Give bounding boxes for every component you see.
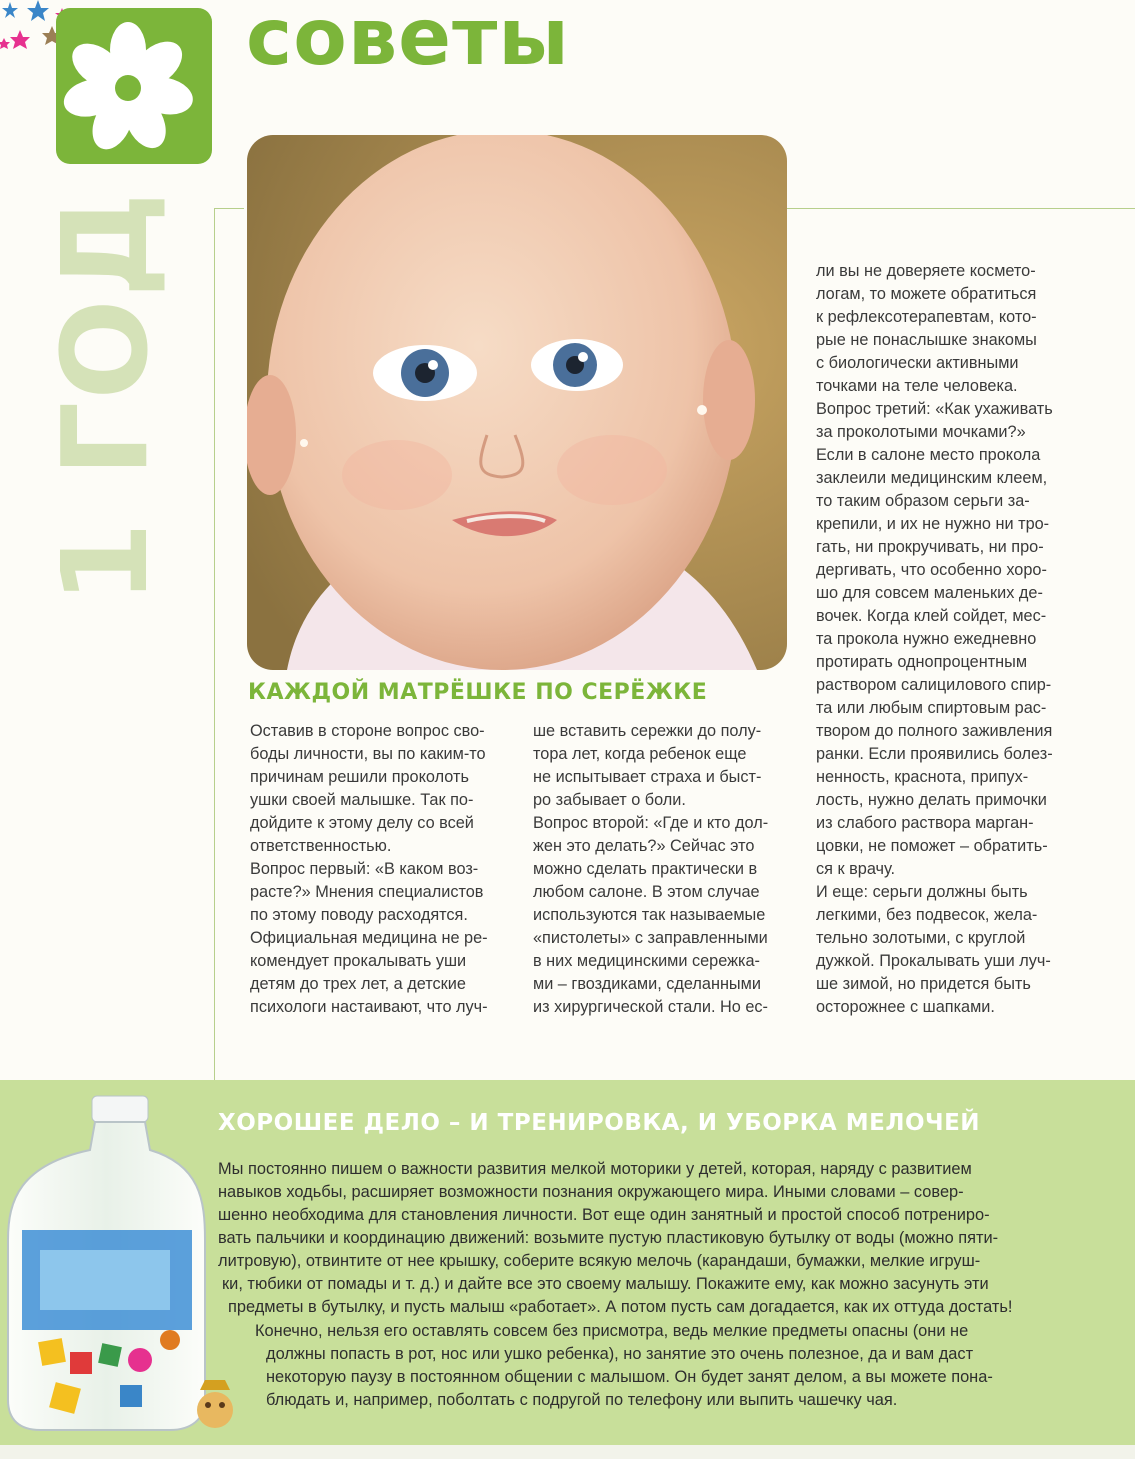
text-line: жен это делать?» Сейчас это <box>533 837 755 855</box>
text-line: из слабого раствора марган- <box>816 814 1034 832</box>
text-line: ки, тюбики от помады и т. д.) и дайте все это своему малышу. Покажите ему, как можно засунуть эти <box>222 1275 989 1293</box>
text-line: дужкой. Прокалывать уши луч- <box>816 952 1051 970</box>
text-line: ми – гвоздиками, сделанными <box>533 975 761 993</box>
page-title: советы <box>246 0 570 83</box>
text-line: Вопрос третий: «Как ухаживать <box>816 400 1053 418</box>
text-line: Вопрос второй: «Где и кто дол- <box>533 814 769 832</box>
frame-line <box>786 208 1135 209</box>
text-line: Оставив в стороне вопрос сво- <box>250 722 485 740</box>
text-line: комендует прокалывать уши <box>250 952 467 970</box>
age-label: 1 ГОД <box>36 190 174 604</box>
text-line: шенно необходима для становления личности. Вот еще один занятный и простой способ потрениро- <box>218 1206 990 1224</box>
text-line: навыков ходьбы, расширяет возможности познания окружающего мира. Иными словами – совер- <box>218 1183 964 1201</box>
page-footer-strip <box>0 1445 1135 1459</box>
text-line: детям до трех лет, а детские <box>250 975 466 993</box>
text-line: цовки, не поможет – обратить- <box>816 837 1048 855</box>
text-line: вочек. Когда клей сойдет, мес- <box>816 607 1047 625</box>
text-line: расте?» Мнения специалистов <box>250 883 484 901</box>
text-line: используются так называемые <box>533 906 766 924</box>
article-heading: КАЖДОЙ МАТРЁШКЕ ПО СЕРЁЖКЕ <box>248 680 708 705</box>
text-line: с биологически активными <box>816 354 1019 372</box>
text-line: Конечно, нельзя его оставлять совсем без присмотра, ведь мелкие предметы опасны (они не <box>255 1322 969 1340</box>
text-line: раствором салицилового спир- <box>816 676 1052 694</box>
text-line: Мы постоянно пишем о важности развития мелкой моторики у детей, которая, наряду с развитием <box>218 1160 972 1178</box>
text-line: из хирургической стали. Но ес- <box>533 998 768 1016</box>
text-line: ро забывает о боли. <box>533 791 686 809</box>
text-line: логам, то можете обратиться <box>816 285 1037 303</box>
text-line: ся к врачу. <box>816 860 896 878</box>
text-line: блюдать и, например, поболтать с подругой по телефону или выпить чашечку чая. <box>266 1391 898 1409</box>
bottle-illustration <box>0 1090 250 1435</box>
text-line: вать пальчики и координацию движений: возьмите пустую пластиковую бутылку от воды (можно пяти- <box>218 1229 999 1247</box>
text-line: не испытывает страха и быст- <box>533 768 762 786</box>
text-line: по этому поводу расходятся. <box>250 906 468 924</box>
text-line: некоторую паузу в постоянном общении с малышом. Он будет занят делом, а вы можете пона- <box>266 1368 993 1386</box>
text-line: ранки. Если проявились болез- <box>816 745 1053 763</box>
text-line: крепили, и их не нужно ни тро- <box>816 515 1050 533</box>
article-column-1 <box>250 720 520 1019</box>
text-line: легкими, без подвесок, жела- <box>816 906 1038 924</box>
text-line: литровую), отвинтите от нее крышку, соберите всякую мелочь (карандаши, бумажки, мелкие игруш- <box>218 1252 981 1270</box>
text-line: ушки своей малышке. Так по- <box>250 791 474 809</box>
text-line: к рефлексотерапевтам, кото- <box>816 308 1037 326</box>
text-line: дергивать, что особенно хоро- <box>816 561 1047 579</box>
text-line: лость, нужно делать примочки <box>816 791 1047 809</box>
text-line: заклеили медицинским клеем, <box>816 469 1048 487</box>
text-line: ответственностью. <box>250 837 392 855</box>
text-line: тельно золотыми, с круглой <box>816 929 1026 947</box>
text-line: ли вы не доверяете космето- <box>816 262 1036 280</box>
text-line: ше вставить сережки до полу- <box>533 722 762 740</box>
text-line: можно сделать практически в <box>533 860 758 878</box>
flower-icon <box>56 8 212 164</box>
text-line: то таким образом серьги за- <box>816 492 1030 510</box>
text-line: должны попасть в рот, нос или ушко ребенка), но занятие это очень полезное, да и вам даст <box>266 1345 974 1363</box>
article-column-2 <box>533 720 803 1019</box>
text-line: в них медицинскими сережка- <box>533 952 760 970</box>
text-line: дойдите к этому делу со всей <box>250 814 474 832</box>
text-line: та или любым спиртовым рас- <box>816 699 1047 717</box>
text-line: тора лет, когда ребенок еще <box>533 745 747 763</box>
text-line: протирать однопроцентным <box>816 653 1028 671</box>
text-line: Если в салоне место прокола <box>816 446 1041 464</box>
text-line: причинам решили проколоть <box>250 768 469 786</box>
baby-photo <box>247 135 787 670</box>
text-line: осторожнее с шапками. <box>816 998 995 1016</box>
text-line: гать, ни прокручивать, ни про- <box>816 538 1044 556</box>
text-line: та прокола нужно ежедневно <box>816 630 1037 648</box>
text-line: шо для совсем маленьких де- <box>816 584 1043 602</box>
article-column-3 <box>816 260 1116 1019</box>
text-line: Вопрос первый: «В каком воз- <box>250 860 479 878</box>
text-line: за проколотыми мочками?» <box>816 423 1026 441</box>
text-line: рые не понаслышке знакомы <box>816 331 1037 349</box>
text-line: Официальная медицина не ре- <box>250 929 488 947</box>
text-line: ше зимой, но придется быть <box>816 975 1031 993</box>
text-line: психологи настаивают, что луч- <box>250 998 488 1016</box>
tip-heading: ХОРОШЕЕ ДЕЛО – И ТРЕНИРОВКА, И УБОРКА МЕЛОЧЕЙ <box>218 1110 981 1136</box>
flower-badge <box>56 8 212 164</box>
text-line: ненность, краснота, припух- <box>816 768 1029 786</box>
text-line: предметы в бутылку, и пусть малыш «работает». А потом пусть сам догадается, как их оттуда достать! <box>228 1298 1013 1316</box>
text-line: боды личности, вы по каким-то <box>250 745 486 763</box>
text-line: И еще: серьги должны быть <box>816 883 1028 901</box>
text-line: твором до полного заживления <box>816 722 1053 740</box>
frame-line <box>214 208 215 1080</box>
text-line: «пистолеты» с заправленными <box>533 929 768 947</box>
text-line: любом салоне. В этом случае <box>533 883 760 901</box>
text-line: точками на теле человека. <box>816 377 1018 395</box>
frame-line <box>214 208 244 209</box>
